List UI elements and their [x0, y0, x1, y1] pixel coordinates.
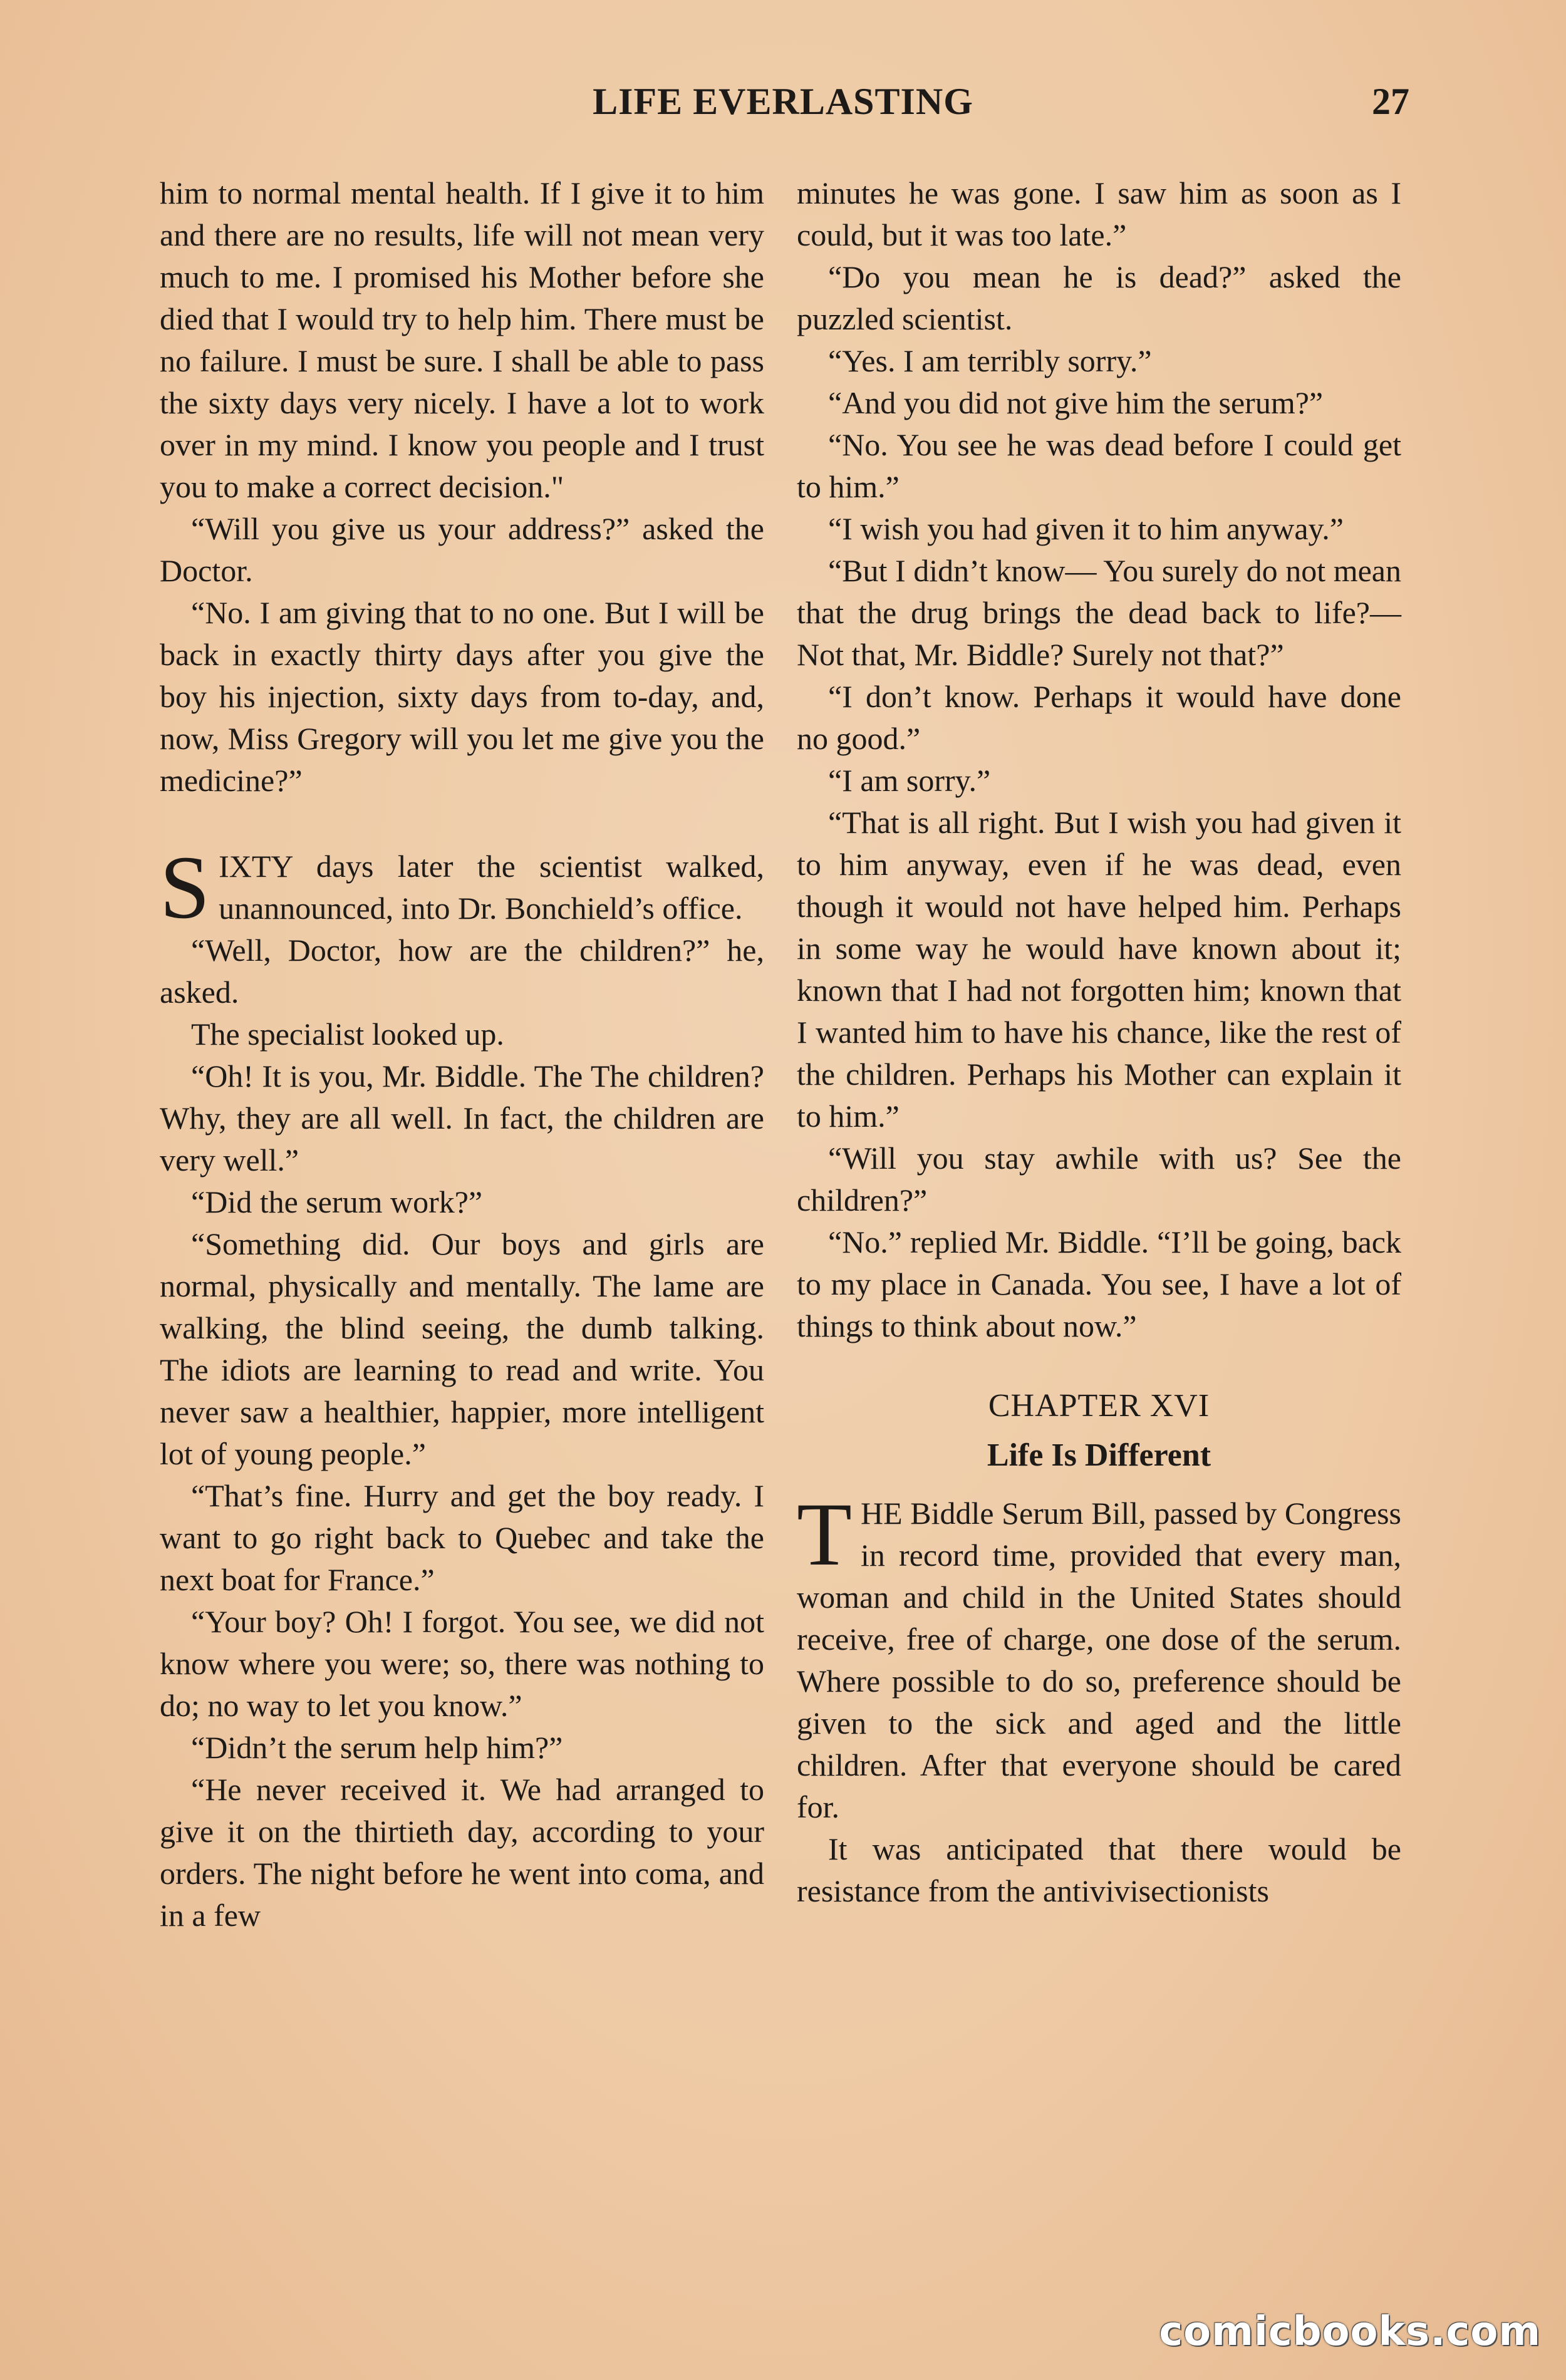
running-title: LIFE EVERLASTING [593, 81, 973, 122]
right-column [797, 172, 1401, 1912]
paragraph: “Did the serum work?” [191, 1184, 483, 1219]
watermark: comicbooks.com [1159, 2309, 1541, 2355]
paragraph: “Your boy? Oh! I forgot. You see, we did not know where you were; so, there was nothing to do; no way to let you know.” [160, 1604, 764, 1723]
drop-cap: S [160, 838, 210, 938]
paragraph: “I don’t know. Perhaps it would have done no good.” [797, 679, 1401, 756]
paragraph: “Will you give us your address?” asked the Doctor. [160, 511, 764, 588]
chapter-heading: CHAPTER XVI [988, 1388, 1210, 1424]
left-column [160, 172, 764, 1937]
paragraph: “That is all right. But I wish you had given it to him anyway, even if he was dead, even though it would not have helped him. Perhaps in some way he would have known about it; known that I had not forgotten him; known that I wanted him to have his chance, like the rest of the children. Perhaps his Mother can explain it to him.” [797, 805, 1401, 1134]
chapter-opening-paragraph [797, 1485, 1401, 1828]
paragraph: “I am sorry.” [828, 763, 991, 798]
section-opening-paragraph [160, 838, 764, 938]
paragraph: minutes he was gone. I saw him as soon as I could, but it was too late.” [797, 175, 1401, 252]
paragraph: “That’s fine. Hurry and get the boy ready. I want to go right back to Quebec and take the next boat for France.” [160, 1478, 764, 1597]
paragraph: “Will you stay awhile with us? See the children?” [797, 1141, 1401, 1218]
drop-cap: T [797, 1485, 852, 1585]
paragraph: “Didn’t the serum help him?” [191, 1730, 563, 1765]
paragraph: The specialist looked up. [191, 1017, 504, 1052]
paragraph: “Yes. I am terribly sorry.” [828, 343, 1152, 378]
paragraph-text: HE Biddle Serum Bill, passed by Congress in record time, provided that every man, woman and child in the United States should receive, free of charge, one dose of the serum. Where possible to do so, preference should be given to the sick and aged and the little children. After that everyone should be cared for. [797, 1496, 1401, 1824]
paragraph: “But I didn’t know— You surely do not mean that the drug brings the dead back to life?— Not that, Mr. Biddle? Surely not that?” [797, 553, 1401, 672]
paragraph: “Something did. Our boys and girls are normal, physically and mentally. The lame are walking, the blind seeing, the dumb talking. The idiots are learning to read and write. You never saw a healthier, happier, more intelligent lot of young people.” [160, 1226, 764, 1471]
paragraph: “No. I am giving that to no one. But I will be back in exactly thirty days after you give the boy his injection, sixty days from to-day, and, now, Miss Gregory will you let me give you the medicine?” [160, 595, 764, 798]
paragraph: “No.” replied Mr. Biddle. “I’ll be going, back to my place in Canada. You see, I have a lot of things to think about now.” [797, 1224, 1401, 1343]
paragraph: “And you did not give him the serum?” [828, 385, 1324, 420]
paragraph: It was anticipated that there would be resistance from the antivivisectionists [797, 1831, 1401, 1908]
chapter-subtitle: Life Is Different [987, 1437, 1211, 1473]
paragraph: “I wish you had given it to him anyway.” [828, 511, 1344, 546]
paragraph: “Well, Doctor, how are the children?” he, asked. [160, 933, 764, 1010]
paragraph: him to normal mental health. If I give it to him and there are no results, life will not mean very much to me. I promised his Mother before she died that I would try to help him. There must be no failure. I must be sure. I shall be able to pass the sixty days very nicely. I have a lot to work over in my mind. I know you people and I trust you to make a correct decision." [160, 175, 764, 504]
paragraph: “He never received it. We had arranged to give it on the thirtieth day, according to your orders. The night before he went into coma, and in a few [160, 1772, 764, 1933]
paragraph: “Oh! It is you, Mr. Biddle. The The children? Why, they are all well. In fact, the children are very well.” [160, 1058, 764, 1177]
page-number: 27 [1372, 81, 1409, 122]
paragraph: “No. You see he was dead before I could get to him.” [797, 427, 1401, 504]
paragraph-text: IXTY days later the scientist walked, unannounced, into Dr. Bonchield’s office. [219, 849, 764, 926]
paragraph: “Do you mean he is dead?” asked the puzzled scientist. [797, 259, 1401, 336]
section-break [160, 802, 764, 846]
page-header [157, 80, 1409, 137]
